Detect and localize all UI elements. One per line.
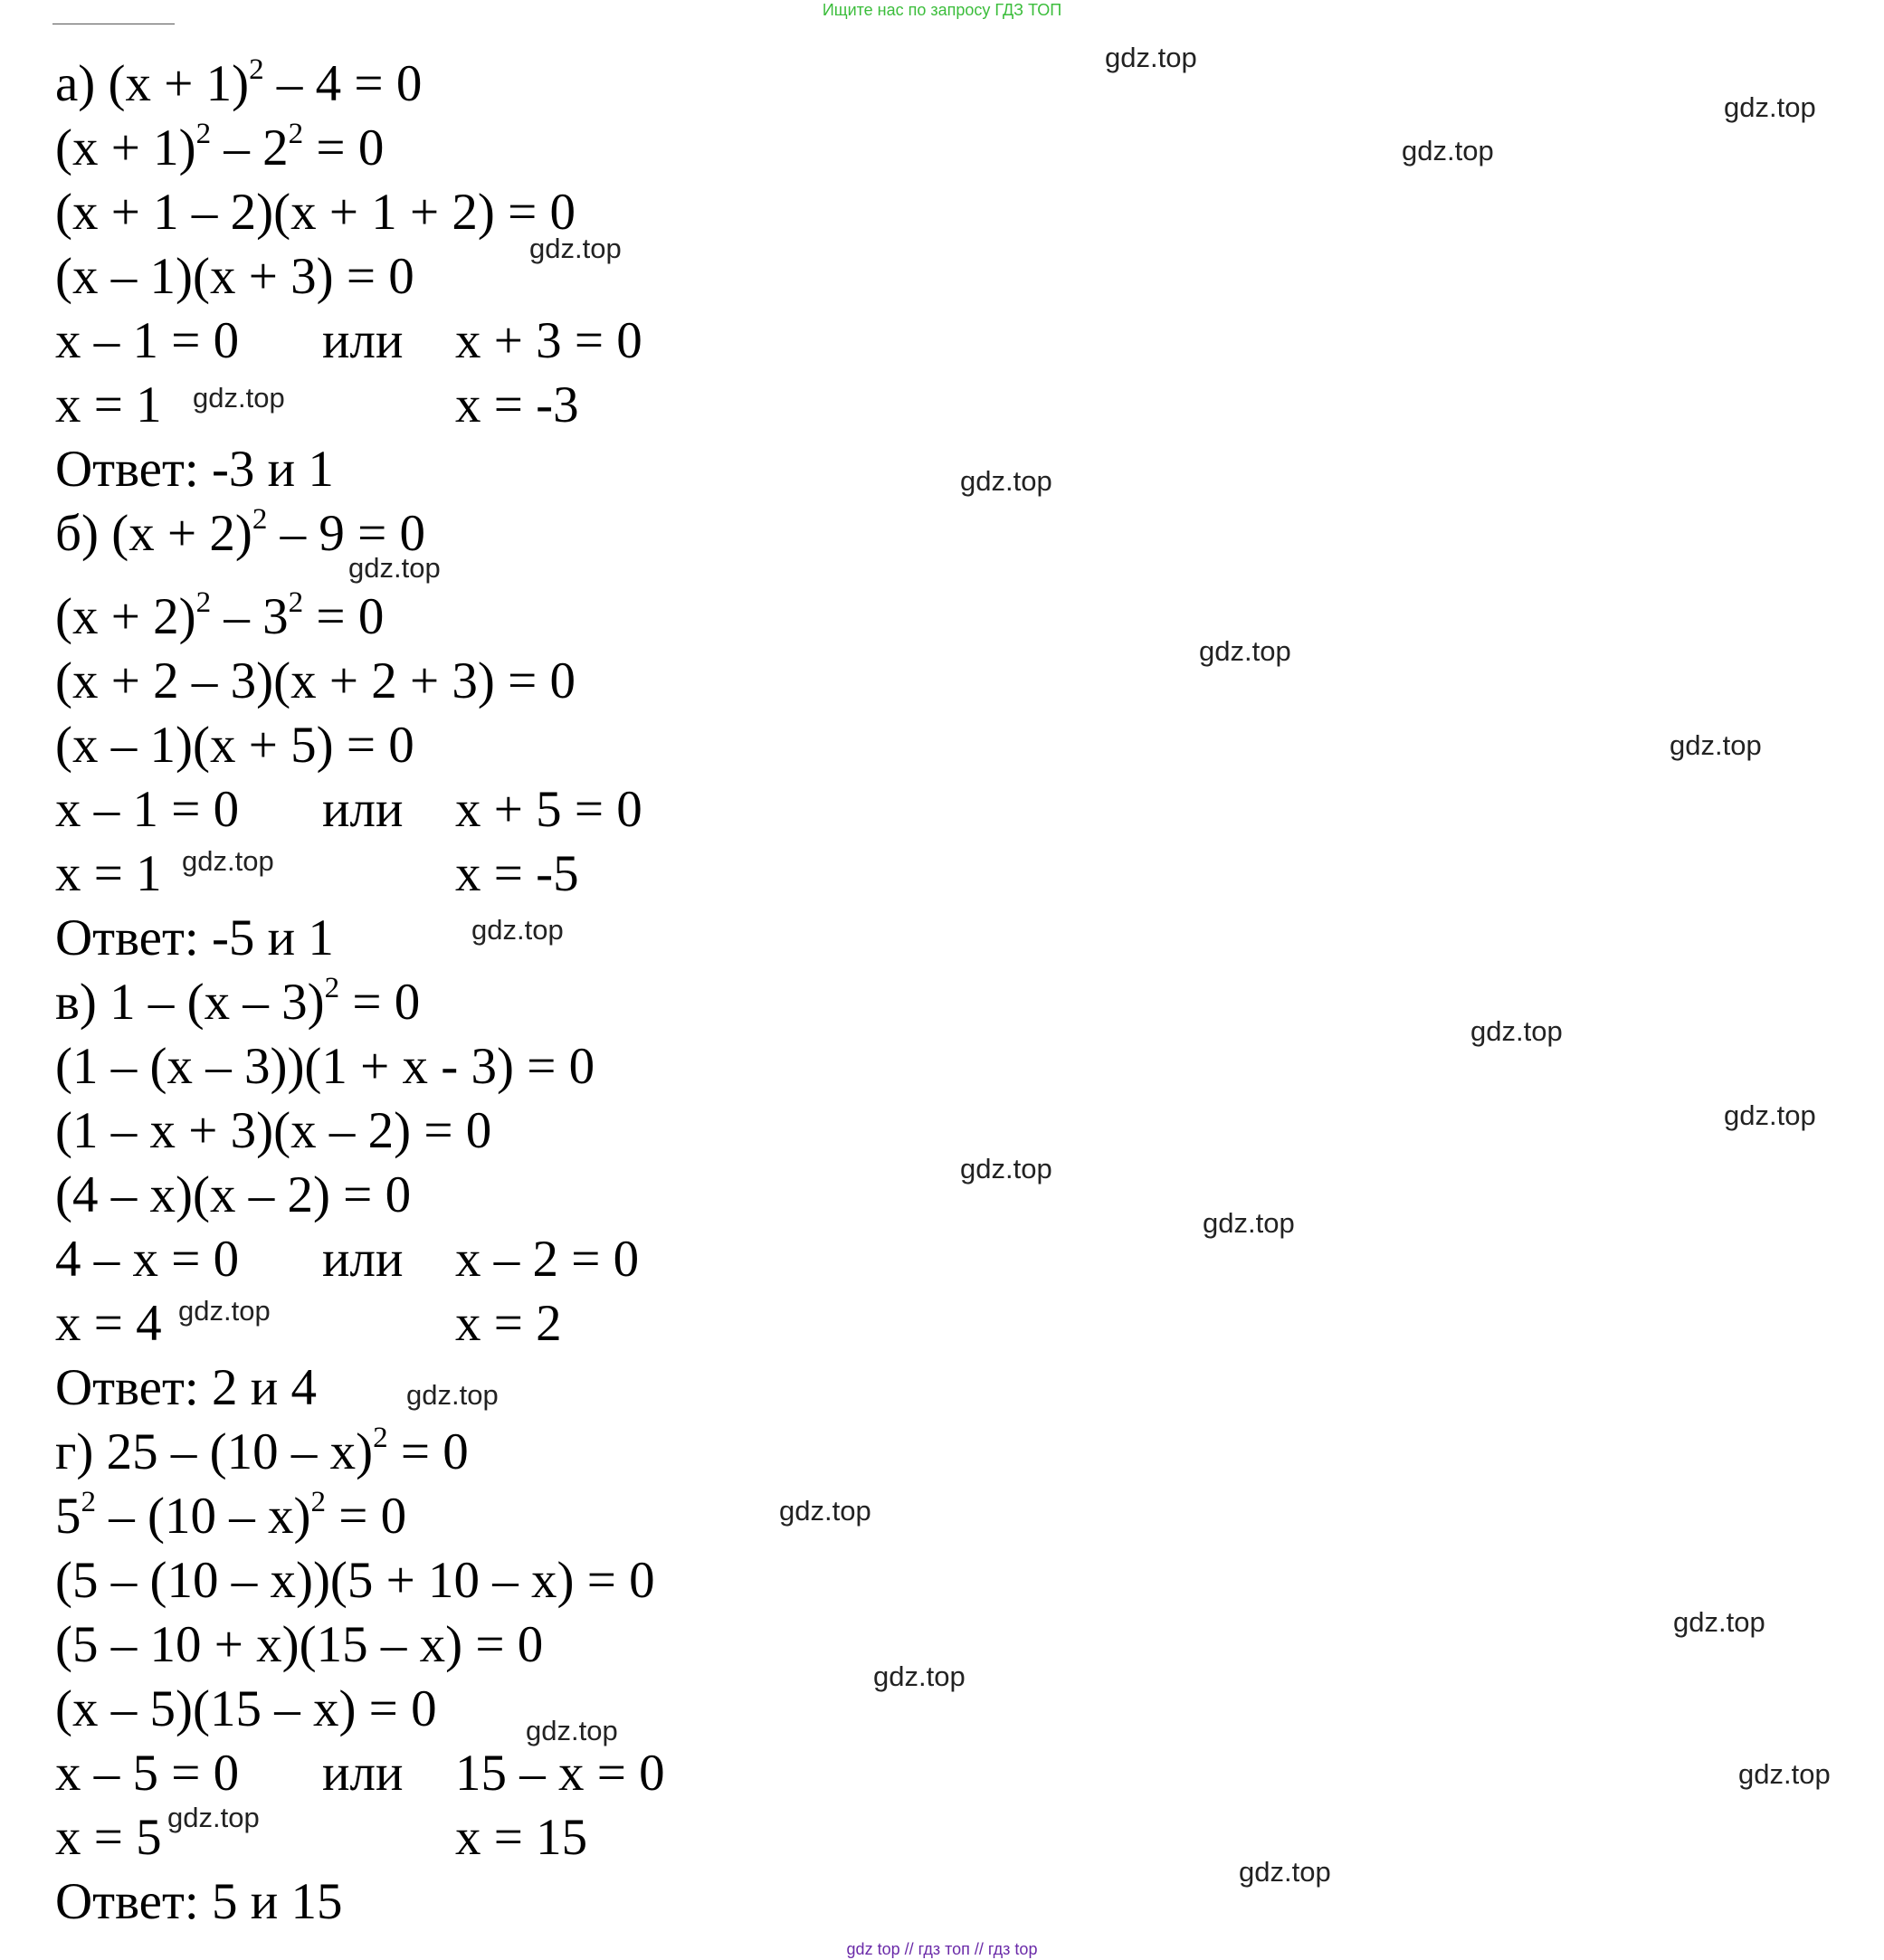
watermark: gdz.top [1724,91,1816,123]
part-c-step-1: (1 – (x – 3))(1 + x - 3) = 0 [55,1038,595,1095]
watermark: gdz.top [526,1715,618,1746]
part-a-equation: а) $(x + 1)^2 - 4 = 0$ [55,53,423,112]
watermark: gdz.top [873,1660,966,1692]
watermark: gdz.top [1670,729,1762,761]
part-a-case-right: x + 3 = 0 [455,312,642,369]
part-c-or: или [322,1231,404,1288]
watermark: gdz.top [1470,1015,1563,1047]
watermark: gdz.top [1105,42,1197,73]
part-a-root-right: x = -3 [455,376,579,433]
part-d-case-right: 15 – x = 0 [455,1745,665,1802]
part-a-answer: Ответ: -3 и 1 [55,441,334,498]
watermark: gdz.top [1402,135,1494,167]
part-b-equation: б) $(x + 2)^2 - 9 = 0$ [55,503,426,562]
part-d-case-left: x – 5 = 0 [55,1745,240,1802]
watermark: gdz.top [167,1802,260,1833]
part-d-step-1: $5^2 - (10 - x)^2 = 0$ [55,1486,407,1545]
part-d-equation: г) 25 – (10 – x)$^2$ = 0 [55,1422,469,1480]
part-c-case-left: 4 – x = 0 [55,1231,240,1288]
part-a-step-2: (x + 1 – 2)(x + 1 + 2) = 0 [55,184,576,241]
watermark: gdz.top [960,465,1052,497]
part-b-root-right: x = -5 [455,845,579,902]
part-d-answer: Ответ: 5 и 15 [55,1873,343,1930]
part-b-case-right: x + 5 = 0 [455,781,642,838]
part-d-root-right: x = 15 [455,1809,588,1866]
watermark: gdz.top [1239,1856,1331,1888]
watermark: gdz.top [406,1379,499,1411]
watermark: gdz.top [960,1153,1052,1185]
watermark: gdz.top [1673,1606,1765,1638]
part-b-case-left: x – 1 = 0 [55,781,240,838]
part-a-step-1: $(x + 1)^2 - 2^2 = 0$ [55,118,385,176]
watermark: gdz.top [1738,1758,1831,1790]
part-b-step-1: $(x + 2)^2 - 3^2 = 0$ [55,586,385,645]
watermark: gdz.top [471,914,564,946]
part-d-step-3: (5 – 10 + x)(15 – x) = 0 [55,1616,544,1673]
part-b-answer: Ответ: -5 и 1 [55,909,334,966]
footer-links: gdz top // гдз топ // гдз top [846,1940,1038,1958]
part-c-step-3: (4 – x)(x – 2) = 0 [55,1166,412,1223]
part-d-root-left: x = 5 [55,1809,162,1866]
part-d-or: или [322,1745,404,1802]
watermark: gdz.top [779,1495,871,1527]
part-d-step-2: (5 – (10 – x))(5 + 10 – x) = 0 [55,1552,655,1609]
part-c-root-left: x = 4 [55,1295,162,1352]
watermark: gdz.top [182,845,274,877]
part-b-or: или [322,781,404,838]
part-a-step-3: (x – 1)(x + 3) = 0 [55,248,414,305]
part-c-answer: Ответ: 2 и 4 [55,1359,317,1416]
part-c-case-right: x – 2 = 0 [455,1231,640,1288]
part-b-root-left: x = 1 [55,845,162,902]
watermark: gdz.top [193,382,285,414]
part-a-case-left: x – 1 = 0 [55,312,240,369]
watermark: gdz.top [1199,635,1291,667]
part-d-step-4: (x – 5)(15 – x) = 0 [55,1680,437,1737]
watermark: gdz.top [348,552,441,584]
watermark: gdz.top [1203,1207,1295,1239]
part-c-equation: в) 1 – (x – 3)$^2$ = 0 [55,972,421,1031]
watermark: gdz.top [1724,1099,1816,1131]
part-c-root-right: x = 2 [455,1295,562,1352]
part-a-root-left: x = 1 [55,376,162,433]
watermark: gdz.top [529,233,622,264]
watermark: gdz.top [178,1295,271,1327]
part-b-step-3: (x – 1)(x + 5) = 0 [55,717,414,774]
part-c-step-2: (1 – x + 3)(x – 2) = 0 [55,1102,492,1159]
search-banner: Ищите нас по запросу ГДЗ ТОП [822,1,1062,19]
part-a-or: или [322,312,404,369]
part-b-step-2: (x + 2 – 3)(x + 2 + 3) = 0 [55,652,576,709]
